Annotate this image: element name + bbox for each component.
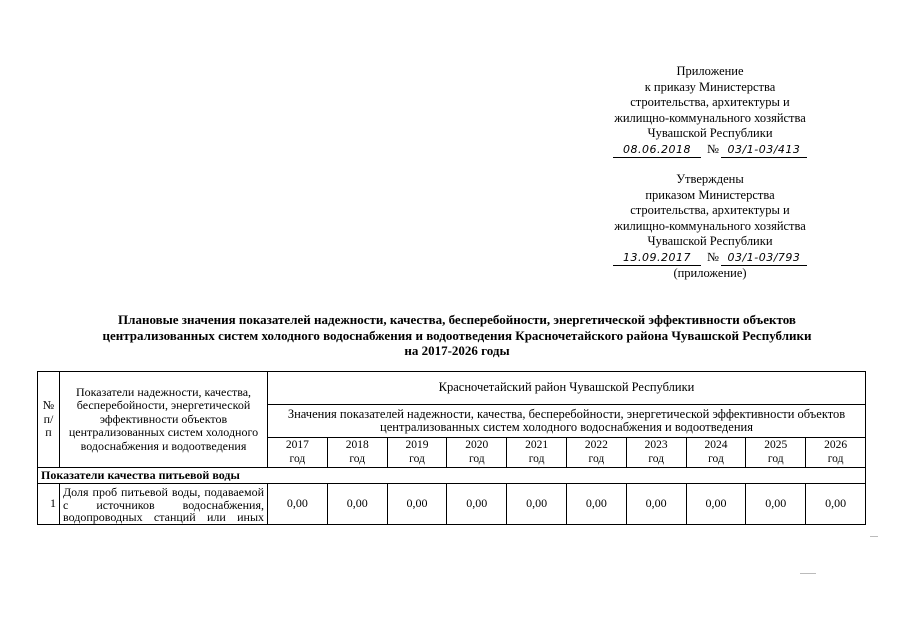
appendix-block xyxy=(590,64,830,158)
appendix-line: Чувашской Республики xyxy=(647,126,773,140)
scan-artifact xyxy=(870,536,878,537)
approved-date-number xyxy=(590,250,830,267)
header-number-cell xyxy=(38,372,60,468)
row-number: 1 xyxy=(38,484,60,525)
value-cell: 0,00 xyxy=(268,484,328,525)
approved-number: 03/1-03/793 xyxy=(721,250,807,267)
year-header xyxy=(566,438,626,468)
row-indicator: Доля проб питьевой воды, подаваемой с источников водоснабжения, водопроводных станций или иных xyxy=(60,484,268,525)
year-suffix: год xyxy=(588,452,605,465)
year-header xyxy=(626,438,686,468)
year-header xyxy=(447,438,507,468)
approved-note: (приложение) xyxy=(673,266,747,280)
approved-number-sign: № xyxy=(707,249,719,264)
appendix-line: жилищно-коммунального хозяйства xyxy=(614,110,806,125)
year-label: 2019 xyxy=(405,439,429,451)
header-values: Значения показателей надежности, качества, бесперебойности, энергетической эффективности объектов централизованных систем холодного водоснабжения и водоотведения xyxy=(268,405,866,438)
title-line-2: централизованных систем холодного водоснабжения и водоотведения Красночетайского района Чувашской Республики xyxy=(102,327,812,343)
year-label: 2021 xyxy=(525,439,549,451)
appendix-line: Приложение xyxy=(676,64,744,78)
year-suffix: год xyxy=(349,452,366,465)
appendix-date: 08.06.2018 xyxy=(613,142,701,159)
year-suffix: год xyxy=(767,452,784,465)
section-title: Показатели качества питьевой воды xyxy=(38,468,866,484)
table-row xyxy=(38,484,866,525)
year-header xyxy=(268,438,328,468)
approved-line: строительства, архитектуры и xyxy=(630,203,790,217)
appendix-number: 03/1-03/413 xyxy=(721,142,807,159)
year-suffix: год xyxy=(708,452,724,465)
year-header xyxy=(686,438,746,468)
approved-line: Утверждены xyxy=(676,172,744,186)
value-cell: 0,00 xyxy=(327,484,387,525)
year-label: 2020 xyxy=(465,439,489,451)
year-header xyxy=(746,438,806,468)
year-label: 2022 xyxy=(584,439,608,451)
approved-line: жилищно-коммунального хозяйства xyxy=(614,218,806,233)
approved-date: 13.09.2017 xyxy=(613,250,701,267)
header-indicators-cell: Показатели надежности, качества, бесперебойности, энергетической эффективности объектов централизованных систем холодного водоснабжения и водоотведения xyxy=(60,372,268,468)
header-number-line1: № xyxy=(42,398,55,413)
value-cell: 0,00 xyxy=(806,484,866,525)
year-label: 2023 xyxy=(644,439,668,451)
year-label: 2018 xyxy=(345,439,369,451)
year-suffix: год xyxy=(648,452,665,465)
approved-line: приказом Министерства xyxy=(645,187,775,202)
value-cell: 0,00 xyxy=(686,484,746,525)
year-suffix: год xyxy=(827,452,844,465)
year-header xyxy=(387,438,447,468)
appendix-line: строительства, архитектуры и xyxy=(630,95,790,109)
year-header xyxy=(806,438,866,468)
indicators-table xyxy=(37,371,866,525)
value-cell: 0,00 xyxy=(507,484,567,525)
year-suffix: год xyxy=(528,452,545,465)
value-cell: 0,00 xyxy=(387,484,447,525)
title-line-3: на 2017-2026 годы xyxy=(404,343,510,358)
value-cell: 0,00 xyxy=(746,484,806,525)
appendix-line: к приказу Министерства xyxy=(644,79,776,94)
value-cell: 0,00 xyxy=(566,484,626,525)
year-suffix: год xyxy=(409,452,425,465)
approved-block xyxy=(590,172,830,282)
year-suffix: год xyxy=(289,452,306,465)
title-line-1: Плановые значения показателей надежности, качества, бесперебойности, энергетической эффективности объектов xyxy=(118,312,796,327)
scan-artifact xyxy=(800,573,816,574)
appendix-date-number xyxy=(590,142,830,159)
value-cell: 0,00 xyxy=(626,484,686,525)
year-header xyxy=(507,438,567,468)
year-suffix: год xyxy=(468,452,485,465)
approved-line: Чувашской Республики xyxy=(647,234,773,248)
header-region: Красночетайский район Чувашской Республики xyxy=(268,372,866,405)
year-label: 2017 xyxy=(285,439,309,451)
document-title xyxy=(40,312,874,359)
value-cell: 0,00 xyxy=(447,484,507,525)
appendix-number-sign: № xyxy=(707,141,719,156)
year-header xyxy=(327,438,387,468)
header-number-line2: п/п xyxy=(43,411,54,440)
year-label: 2024 xyxy=(704,439,728,451)
year-label: 2026 xyxy=(824,439,848,451)
year-label: 2025 xyxy=(764,439,788,451)
